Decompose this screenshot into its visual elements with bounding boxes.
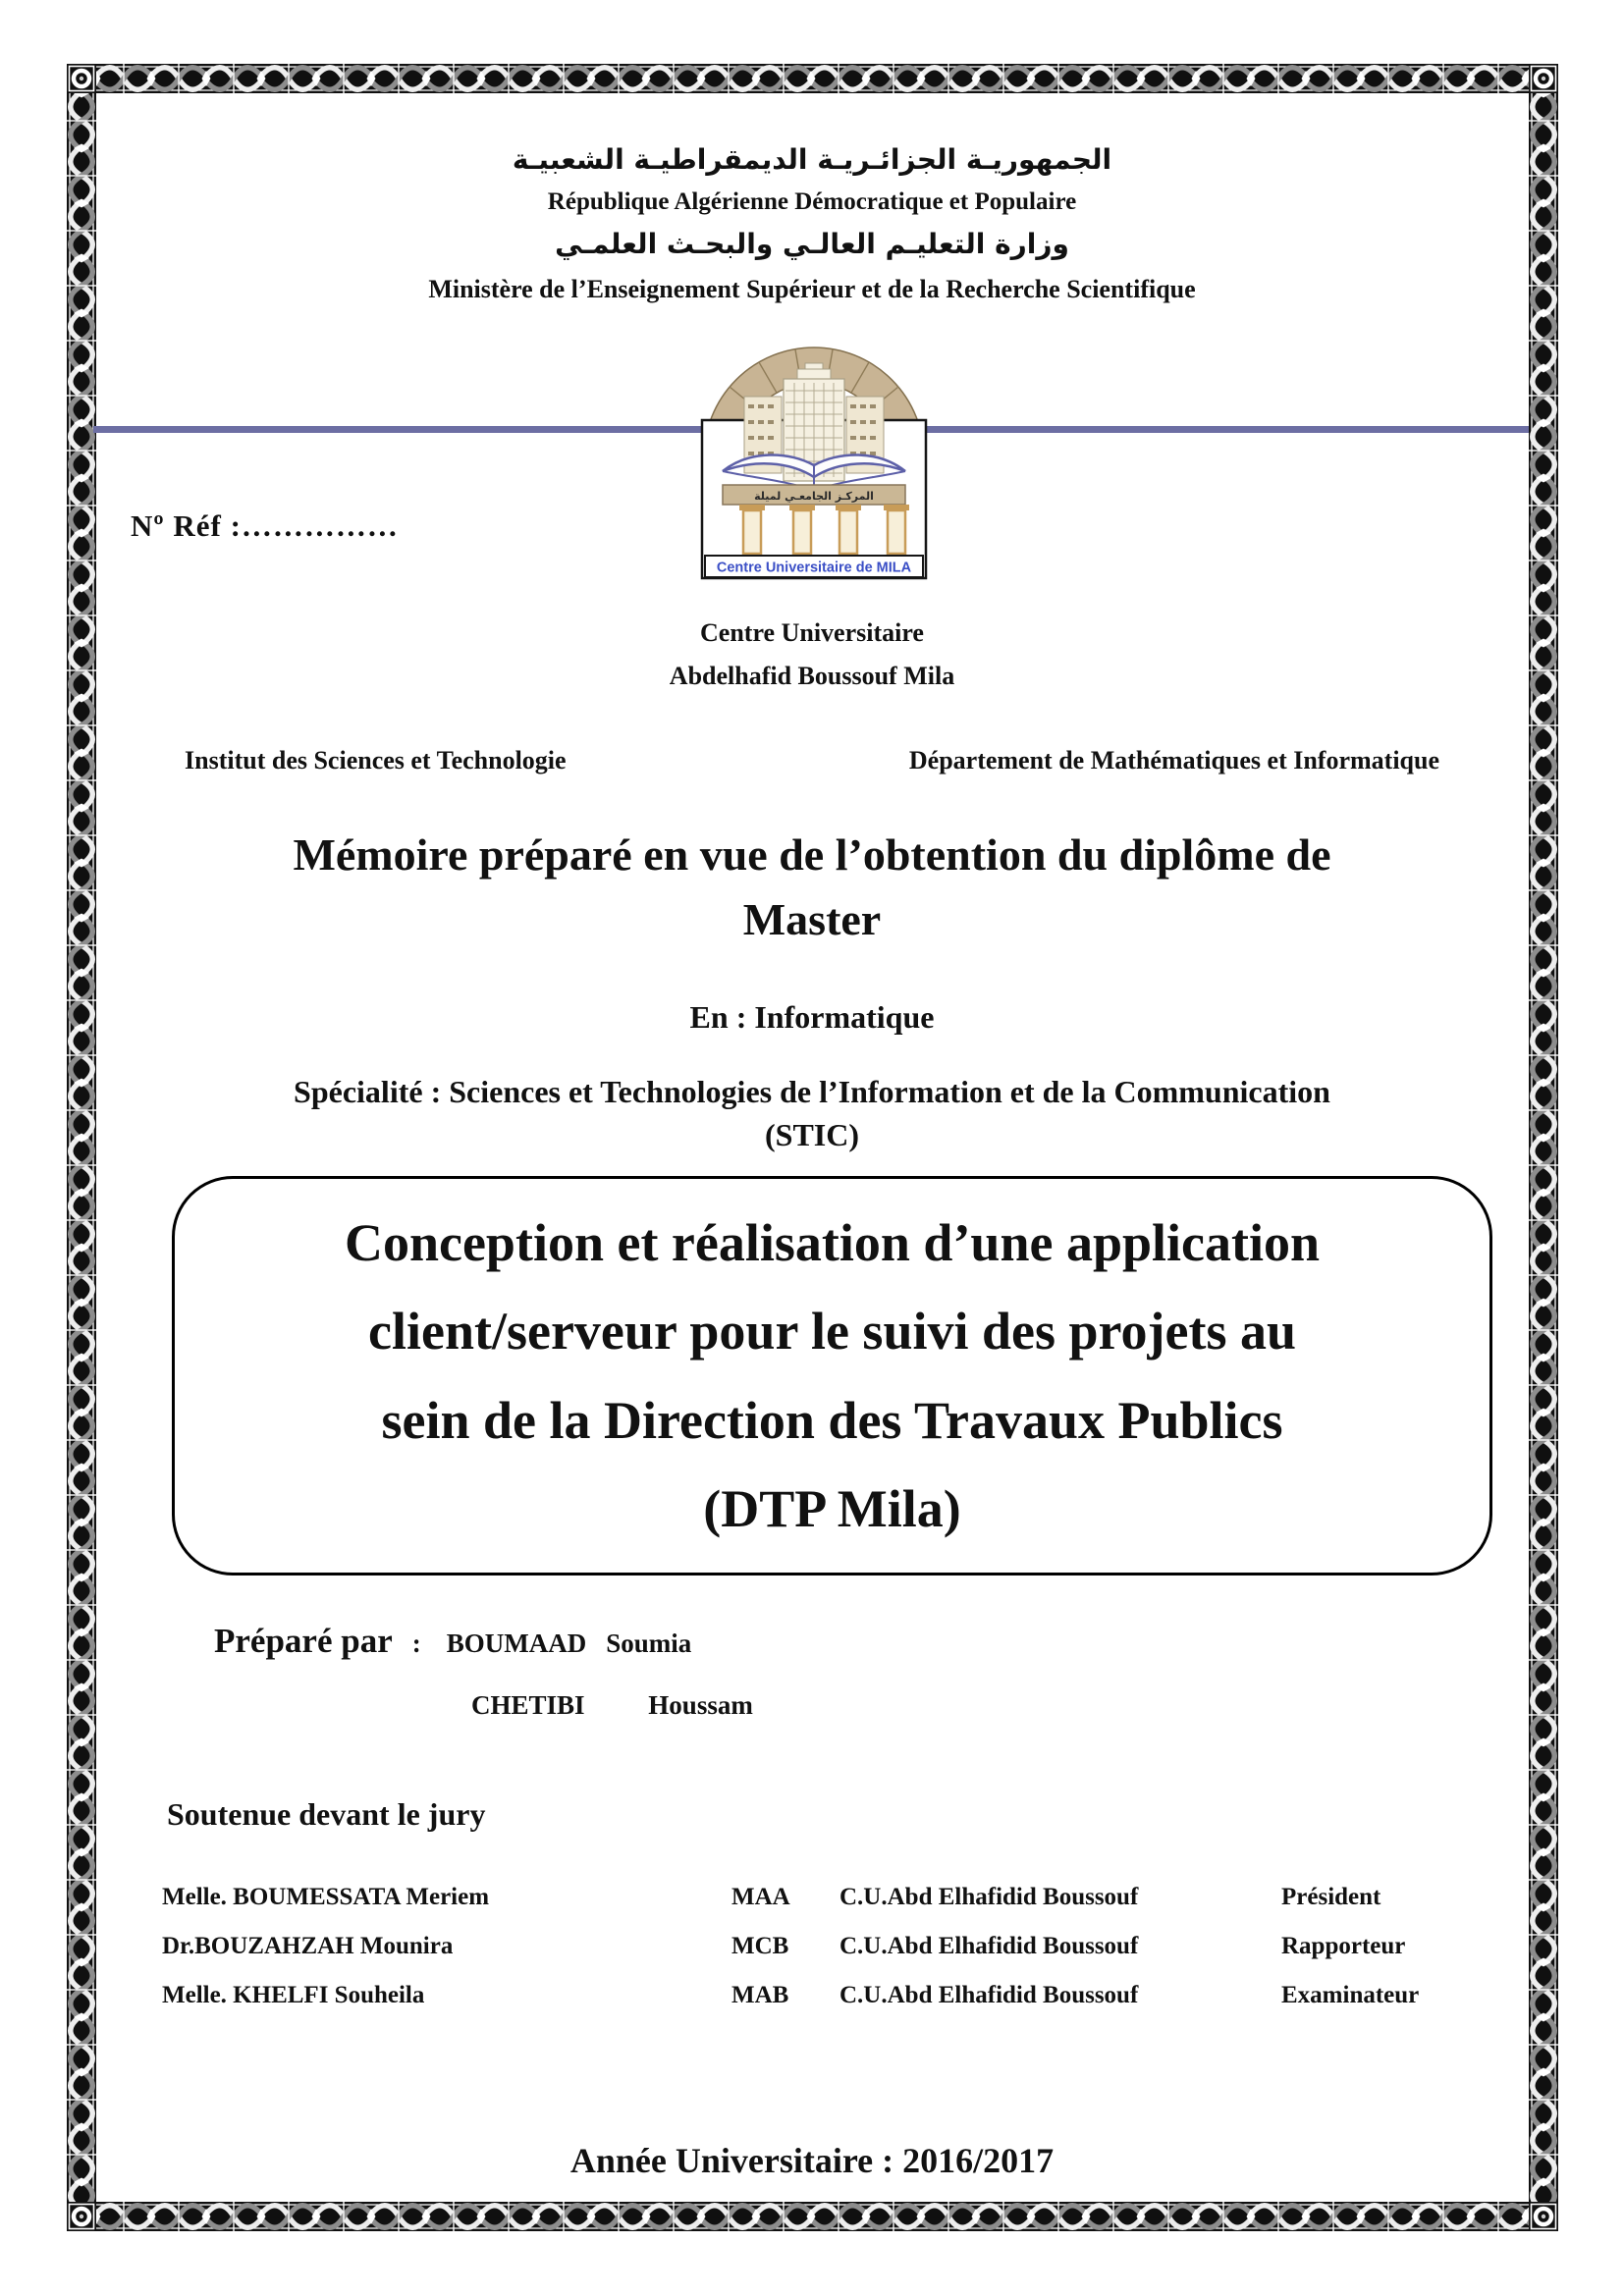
jury-role: Examinateur: [1281, 1982, 1420, 2008]
decorative-border-top: [96, 64, 1529, 93]
jury-role: Président: [1281, 1884, 1381, 1910]
jury-grade: MAA: [731, 1884, 790, 1910]
jury-name: Melle. BOUMESSATA Meriem: [162, 1884, 490, 1910]
prepared-by-row: [214, 1622, 691, 1661]
thesis-title-box: [172, 1176, 1492, 1575]
author-2-firstname: Houssam: [648, 1690, 753, 1720]
thesis-title-line2: client/serveur pour le suivi des projets au: [368, 1302, 1296, 1362]
jury-row: [162, 1922, 1468, 1971]
university-name-line1: Centre Universitaire: [700, 618, 924, 647]
border-corner-top-right: [1529, 64, 1558, 93]
author-2-row: [471, 1690, 753, 1721]
affiliation-row: [185, 746, 1439, 775]
thesis-title-line1: Conception et réalisation d’une application: [344, 1213, 1321, 1273]
author-1-lastname: BOUMAAD: [446, 1629, 587, 1658]
jury-row: [162, 1873, 1468, 1922]
border-corner-bottom-left: [67, 2202, 96, 2231]
thesis-title-line3: sein de la Direction des Travaux Publics: [381, 1390, 1283, 1450]
jury-name: Dr.BOUZAHZAH Mounira: [162, 1933, 454, 1959]
memoire-heading: Mémoire préparé en vue de l’obtention du diplôme de: [293, 829, 1331, 880]
ministry-french-text: Ministère de l’Enseignement Supérieur et de la Recherche Scientifique: [428, 275, 1196, 303]
jury-institution: C.U.Abd Elhafidid Boussouf: [839, 1884, 1139, 1910]
republic-french-text: République Algérienne Démocratique et Populaire: [547, 188, 1077, 215]
ref-number-label: Nº Réf :……………: [131, 508, 399, 543]
logo-banner-label: Centre Universitaire de MILA: [716, 560, 912, 576]
prepared-by-label: Préparé par: [214, 1622, 393, 1660]
department-label: Département de Mathématiques et Informatique: [908, 746, 1439, 774]
author-2-lastname: CHETIBI: [471, 1690, 585, 1720]
jury-grade: MAB: [731, 1982, 789, 2008]
jury-table: [162, 1873, 1468, 2020]
jury-institution: C.U.Abd Elhafidid Boussouf: [839, 1933, 1139, 1959]
logo-ribbon-arabic-label: المركـز الجامعـي لميلة: [754, 490, 874, 503]
academic-year-label: Année Universitaire : 2016/2017: [569, 2141, 1055, 2180]
thesis-title-line4: (DTP Mila): [703, 1478, 961, 1538]
decorative-border-bottom: [96, 2202, 1529, 2231]
jury-row: [162, 1971, 1468, 2020]
jury-grade: MCB: [731, 1933, 789, 1959]
author-1-firstname: Soumia: [606, 1629, 692, 1658]
jury-heading: Soutenue devant le jury: [167, 1796, 486, 1832]
university-name-line2: Abdelhafid Boussouf Mila: [669, 662, 955, 690]
jury-role: Rapporteur: [1281, 1933, 1406, 1959]
speciality-line1: Spécialité : Sciences et Technologies de l’Information et de la Communication: [294, 1074, 1330, 1109]
jury-institution: C.U.Abd Elhafidid Boussouf: [839, 1982, 1139, 2008]
ministry-arabic-text: وزارة التعليـم العالـي والبحـث العلمـي: [555, 228, 1069, 260]
prepared-by-colon: :: [411, 1629, 421, 1658]
speciality-line2: (STIC): [764, 1117, 859, 1152]
institute-label: Institut des Sciences et Technologie: [185, 746, 567, 774]
border-corner-bottom-right: [1529, 2202, 1558, 2231]
border-corner-top-left: [67, 64, 96, 93]
jury-name: Melle. KHELFI Souheila: [162, 1982, 425, 2008]
field-label: En : Informatique: [689, 999, 935, 1035]
republic-arabic-text: الجمهوريـة الجزائـريـة الديمقراطيـة الشعبيـة: [512, 143, 1112, 176]
university-logo: [699, 340, 929, 583]
master-heading: Master: [742, 894, 882, 944]
